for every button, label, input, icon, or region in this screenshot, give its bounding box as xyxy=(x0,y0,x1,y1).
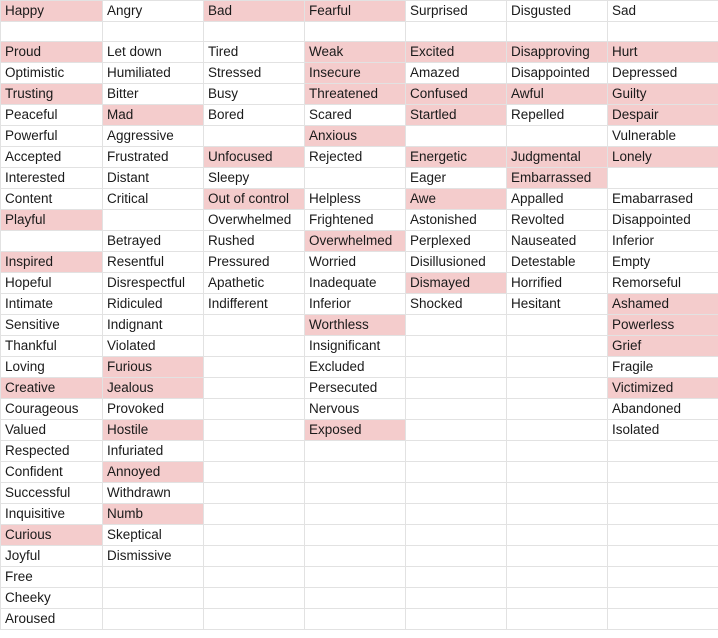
empty-cell[interactable] xyxy=(305,168,406,189)
sheet-row xyxy=(1,336,718,357)
emotion-cell[interactable]: Apathetic xyxy=(204,273,305,294)
emotion-cell[interactable]: Peaceful xyxy=(1,105,103,126)
sheet-row xyxy=(1,462,718,483)
emotion-cell[interactable]: Bitter xyxy=(103,84,204,105)
empty-cell[interactable] xyxy=(406,567,507,588)
sheet-row xyxy=(1,168,718,189)
empty-cell[interactable] xyxy=(608,567,718,588)
sheet-row xyxy=(1,504,718,525)
emotion-cell[interactable]: Successful xyxy=(1,483,103,504)
sheet-row xyxy=(1,210,718,231)
sheet-row xyxy=(1,105,718,126)
emotion-cell[interactable]: Distant xyxy=(103,168,204,189)
emotion-cell[interactable]: Sleepy xyxy=(204,168,305,189)
sheet-row xyxy=(1,420,718,441)
emotion-cell[interactable]: Awe xyxy=(406,189,507,210)
emotion-cell[interactable]: Inferior xyxy=(305,294,406,315)
empty-cell[interactable] xyxy=(204,378,305,399)
emotion-cell[interactable]: Curious xyxy=(1,525,103,546)
empty-cell[interactable] xyxy=(507,357,608,378)
emotion-cell[interactable]: Scared xyxy=(305,105,406,126)
empty-cell[interactable] xyxy=(507,525,608,546)
emotion-cell[interactable]: Content xyxy=(1,189,103,210)
empty-cell[interactable] xyxy=(608,588,718,609)
empty-cell[interactable] xyxy=(507,504,608,525)
empty-cell[interactable] xyxy=(204,357,305,378)
empty-cell[interactable] xyxy=(406,462,507,483)
emotion-cell[interactable]: Inquisitive xyxy=(1,504,103,525)
sheet-row xyxy=(1,525,718,546)
sheet-row xyxy=(1,357,718,378)
empty-cell[interactable] xyxy=(608,546,718,567)
emotion-cell[interactable]: Weak xyxy=(305,42,406,63)
emotion-cell[interactable]: Disrespectful xyxy=(103,273,204,294)
emotion-cell[interactable]: Resentful xyxy=(103,252,204,273)
sheet-row xyxy=(1,294,718,315)
emotion-cell[interactable]: Depressed xyxy=(608,63,718,84)
sheet-row xyxy=(1,483,718,504)
emotion-cell[interactable]: Hopeful xyxy=(1,273,103,294)
sheet-row xyxy=(1,189,718,210)
emotion-cell[interactable]: Astonished xyxy=(406,210,507,231)
empty-cell[interactable] xyxy=(406,609,507,630)
emotion-cell[interactable]: Empty xyxy=(608,252,718,273)
empty-cell[interactable] xyxy=(608,168,718,189)
empty-cell[interactable] xyxy=(204,525,305,546)
empty-cell[interactable] xyxy=(204,483,305,504)
empty-cell[interactable] xyxy=(204,546,305,567)
sheet-row xyxy=(1,315,718,336)
emotion-cell[interactable]: Rushed xyxy=(204,231,305,252)
emotion-cell[interactable]: Vulnerable xyxy=(608,126,718,147)
emotion-cell[interactable]: Abandoned xyxy=(608,399,718,420)
emotion-cell[interactable]: Nauseated xyxy=(507,231,608,252)
empty-cell[interactable] xyxy=(103,588,204,609)
empty-cell[interactable] xyxy=(204,441,305,462)
empty-cell[interactable] xyxy=(204,588,305,609)
sheet-body xyxy=(1,1,718,630)
emotion-cell[interactable]: Overwhelmed xyxy=(204,210,305,231)
emotion-cell[interactable]: Indifferent xyxy=(204,294,305,315)
emotion-cell[interactable]: Appalled xyxy=(507,189,608,210)
emotion-cell[interactable]: Remorseful xyxy=(608,273,718,294)
empty-cell[interactable] xyxy=(406,504,507,525)
empty-cell[interactable] xyxy=(204,315,305,336)
emotion-cell[interactable]: Violated xyxy=(103,336,204,357)
emotion-cell[interactable]: Aggressive xyxy=(103,126,204,147)
sheet-row xyxy=(1,63,718,84)
emotion-cell[interactable]: Accepted xyxy=(1,147,103,168)
emotion-cell[interactable]: Powerless xyxy=(608,315,718,336)
emotion-cell[interactable]: Exposed xyxy=(305,420,406,441)
empty-cell[interactable] xyxy=(305,609,406,630)
sheet-row xyxy=(1,42,718,63)
emotion-cell[interactable]: Helpless xyxy=(305,189,406,210)
sheet-row xyxy=(1,399,718,420)
empty-cell[interactable] xyxy=(507,462,608,483)
empty-cell[interactable] xyxy=(507,126,608,147)
emotion-cell[interactable]: Nervous xyxy=(305,399,406,420)
emotion-cell[interactable]: Betrayed xyxy=(103,231,204,252)
emotion-cell[interactable]: Courageous xyxy=(1,399,103,420)
emotion-cell[interactable]: Inadequate xyxy=(305,273,406,294)
empty-cell[interactable] xyxy=(507,315,608,336)
emotion-cell[interactable]: Bored xyxy=(204,105,305,126)
emotion-cell[interactable]: Insignificant xyxy=(305,336,406,357)
emotion-cell[interactable]: Frustrated xyxy=(103,147,204,168)
empty-cell[interactable] xyxy=(204,22,305,42)
empty-cell[interactable] xyxy=(305,546,406,567)
empty-cell[interactable] xyxy=(204,567,305,588)
empty-cell[interactable] xyxy=(507,441,608,462)
sheet-row xyxy=(1,273,718,294)
emotion-cell[interactable]: Aroused xyxy=(1,609,103,630)
empty-cell[interactable] xyxy=(608,441,718,462)
column-header-cell[interactable]: Disgusted xyxy=(507,1,608,22)
emotion-cell[interactable]: Isolated xyxy=(608,420,718,441)
empty-cell[interactable] xyxy=(507,609,608,630)
empty-cell[interactable] xyxy=(507,567,608,588)
header-row xyxy=(1,1,718,22)
emotion-cell[interactable]: Respected xyxy=(1,441,103,462)
empty-cell[interactable] xyxy=(507,420,608,441)
emotion-cell[interactable]: Eager xyxy=(406,168,507,189)
empty-cell[interactable] xyxy=(1,231,103,252)
empty-cell[interactable] xyxy=(406,420,507,441)
emotion-cell[interactable]: Tired xyxy=(204,42,305,63)
emotion-cell[interactable]: Anxious xyxy=(305,126,406,147)
emotion-cell[interactable]: Judgmental xyxy=(507,147,608,168)
emotion-cell[interactable]: Let down xyxy=(103,42,204,63)
emotion-cell[interactable]: Playful xyxy=(1,210,103,231)
emotion-cell[interactable]: Repelled xyxy=(507,105,608,126)
emotion-cell[interactable]: Intimate xyxy=(1,294,103,315)
column-header-cell[interactable]: Bad xyxy=(204,1,305,22)
empty-cell[interactable] xyxy=(305,504,406,525)
sheet-row xyxy=(1,252,718,273)
empty-cell[interactable] xyxy=(406,588,507,609)
empty-cell[interactable] xyxy=(608,525,718,546)
emotion-cell[interactable]: Disillusioned xyxy=(406,252,507,273)
empty-cell[interactable] xyxy=(103,210,204,231)
emotion-cell[interactable]: Excited xyxy=(406,42,507,63)
emotion-cell[interactable]: Thankful xyxy=(1,336,103,357)
empty-cell[interactable] xyxy=(1,22,103,42)
empty-cell[interactable] xyxy=(406,126,507,147)
emotion-cell[interactable]: Infuriated xyxy=(103,441,204,462)
emotion-cell[interactable]: Overwhelmed xyxy=(305,231,406,252)
emotion-cell[interactable]: Grief xyxy=(608,336,718,357)
emotion-cell[interactable]: Frightened xyxy=(305,210,406,231)
empty-cell[interactable] xyxy=(406,546,507,567)
emotion-cell[interactable]: Provoked xyxy=(103,399,204,420)
emotion-cell[interactable]: Sensitive xyxy=(1,315,103,336)
empty-cell[interactable] xyxy=(507,483,608,504)
emotion-cell[interactable]: Hurt xyxy=(608,42,718,63)
empty-cell[interactable] xyxy=(507,399,608,420)
sheet-row xyxy=(1,588,718,609)
emotion-cell[interactable]: Disappointed xyxy=(608,210,718,231)
emotion-cell[interactable]: Emabarrased xyxy=(608,189,718,210)
emotion-cell[interactable]: Proud xyxy=(1,42,103,63)
empty-cell[interactable] xyxy=(507,336,608,357)
sheet-row xyxy=(1,441,718,462)
emotion-cell[interactable]: Rejected xyxy=(305,147,406,168)
emotion-cell[interactable]: Creative xyxy=(1,378,103,399)
emotion-cell[interactable]: Humiliated xyxy=(103,63,204,84)
emotion-cell[interactable]: Energetic xyxy=(406,147,507,168)
column-header-cell[interactable]: Sad xyxy=(608,1,718,22)
empty-cell[interactable] xyxy=(406,378,507,399)
empty-cell[interactable] xyxy=(305,462,406,483)
empty-cell[interactable] xyxy=(507,588,608,609)
empty-cell[interactable] xyxy=(406,357,507,378)
empty-cell[interactable] xyxy=(305,22,406,42)
emotion-cell[interactable]: Interested xyxy=(1,168,103,189)
emotion-cell[interactable]: Hostile xyxy=(103,420,204,441)
emotion-cell[interactable]: Ridiculed xyxy=(103,294,204,315)
emotion-cell[interactable]: Critical xyxy=(103,189,204,210)
empty-cell[interactable] xyxy=(507,378,608,399)
emotion-cell[interactable]: Awful xyxy=(507,84,608,105)
empty-cell[interactable] xyxy=(305,588,406,609)
empty-cell[interactable] xyxy=(305,525,406,546)
emotion-cell[interactable]: Confident xyxy=(1,462,103,483)
emotion-cell[interactable]: Withdrawn xyxy=(103,483,204,504)
empty-cell[interactable] xyxy=(608,609,718,630)
emotion-cell[interactable]: Fragile xyxy=(608,357,718,378)
emotion-cell[interactable]: Busy xyxy=(204,84,305,105)
emotion-cell[interactable]: Joyful xyxy=(1,546,103,567)
emotion-cell[interactable]: Indignant xyxy=(103,315,204,336)
emotion-cell[interactable]: Despair xyxy=(608,105,718,126)
empty-cell[interactable] xyxy=(608,483,718,504)
empty-cell[interactable] xyxy=(305,441,406,462)
emotion-cell[interactable]: Stressed xyxy=(204,63,305,84)
emotion-cell[interactable]: Lonely xyxy=(608,147,718,168)
emotion-cell[interactable]: Dismayed xyxy=(406,273,507,294)
sheet-row xyxy=(1,567,718,588)
emotion-cell[interactable]: Persecuted xyxy=(305,378,406,399)
empty-cell[interactable] xyxy=(608,22,718,42)
empty-cell[interactable] xyxy=(406,441,507,462)
empty-cell[interactable] xyxy=(204,609,305,630)
sheet-row xyxy=(1,84,718,105)
empty-cell[interactable] xyxy=(406,399,507,420)
column-header-cell[interactable]: Angry xyxy=(103,1,204,22)
emotion-cell[interactable]: Trusting xyxy=(1,84,103,105)
emotion-cell[interactable]: Startled xyxy=(406,105,507,126)
emotion-cell[interactable]: Optimistic xyxy=(1,63,103,84)
emotion-cell[interactable]: Threatened xyxy=(305,84,406,105)
empty-cell[interactable] xyxy=(608,462,718,483)
sheet-row xyxy=(1,126,718,147)
emotion-cell[interactable]: Guilty xyxy=(608,84,718,105)
emotion-cell[interactable]: Mad xyxy=(103,105,204,126)
emotion-cell[interactable]: Cheeky xyxy=(1,588,103,609)
empty-cell[interactable] xyxy=(406,336,507,357)
empty-cell[interactable] xyxy=(406,483,507,504)
sheet-row xyxy=(1,231,718,252)
empty-cell[interactable] xyxy=(305,567,406,588)
emotion-cell[interactable]: Perplexed xyxy=(406,231,507,252)
emotion-cell[interactable]: Hesitant xyxy=(507,294,608,315)
emotion-cell[interactable]: Disapproving xyxy=(507,42,608,63)
emotion-cell[interactable]: Free xyxy=(1,567,103,588)
empty-cell[interactable] xyxy=(204,462,305,483)
emotion-cell[interactable]: Horrified xyxy=(507,273,608,294)
emotion-cell[interactable]: Out of control xyxy=(204,189,305,210)
empty-cell[interactable] xyxy=(204,504,305,525)
emotion-cell[interactable]: Inferior xyxy=(608,231,718,252)
emotion-cell[interactable]: Revolted xyxy=(507,210,608,231)
emotion-cell[interactable]: Skeptical xyxy=(103,525,204,546)
emotion-cell[interactable]: Loving xyxy=(1,357,103,378)
empty-cell[interactable] xyxy=(204,336,305,357)
emotion-cell[interactable]: Embarrassed xyxy=(507,168,608,189)
emotion-cell[interactable]: Excluded xyxy=(305,357,406,378)
emotion-cell[interactable]: Unfocused xyxy=(204,147,305,168)
emotion-cell[interactable]: Ashamed xyxy=(608,294,718,315)
empty-cell[interactable] xyxy=(406,525,507,546)
emotion-cell[interactable]: Pressured xyxy=(204,252,305,273)
emotion-cell[interactable]: Victimized xyxy=(608,378,718,399)
empty-cell[interactable] xyxy=(204,420,305,441)
sheet-row xyxy=(1,609,718,630)
empty-cell[interactable] xyxy=(103,567,204,588)
empty-cell[interactable] xyxy=(103,22,204,42)
emotion-cell[interactable]: Numb xyxy=(103,504,204,525)
emotion-cell[interactable]: Annoyed xyxy=(103,462,204,483)
empty-cell[interactable] xyxy=(406,315,507,336)
emotion-cell[interactable]: Inspired xyxy=(1,252,103,273)
column-header-cell[interactable]: Surprised xyxy=(406,1,507,22)
sheet-row xyxy=(1,147,718,168)
emotion-cell[interactable]: Powerful xyxy=(1,126,103,147)
empty-cell[interactable] xyxy=(406,22,507,42)
empty-cell[interactable] xyxy=(305,483,406,504)
empty-cell[interactable] xyxy=(103,609,204,630)
emotion-cell[interactable]: Amazed xyxy=(406,63,507,84)
emotion-cell[interactable]: Furious xyxy=(103,357,204,378)
sheet-row xyxy=(1,546,718,567)
emotion-cell[interactable]: Jealous xyxy=(103,378,204,399)
empty-cell[interactable] xyxy=(507,546,608,567)
empty-cell[interactable] xyxy=(204,126,305,147)
emotion-cell[interactable]: Insecure xyxy=(305,63,406,84)
emotion-cell[interactable]: Confused xyxy=(406,84,507,105)
empty-cell[interactable] xyxy=(507,22,608,42)
emotion-cell[interactable]: Disappointed xyxy=(507,63,608,84)
empty-cell[interactable] xyxy=(608,504,718,525)
sheet-row xyxy=(1,378,718,399)
column-header-cell[interactable]: Fearful xyxy=(305,1,406,22)
emotion-cell[interactable]: Detestable xyxy=(507,252,608,273)
emotion-cell[interactable]: Shocked xyxy=(406,294,507,315)
empty-cell[interactable] xyxy=(204,399,305,420)
emotion-cell[interactable]: Worried xyxy=(305,252,406,273)
emotion-cell[interactable]: Valued xyxy=(1,420,103,441)
emotion-cell[interactable]: Worthless xyxy=(305,315,406,336)
column-header-cell[interactable]: Happy xyxy=(1,1,103,22)
sheet-row xyxy=(1,22,718,42)
emotion-cell[interactable]: Dismissive xyxy=(103,546,204,567)
